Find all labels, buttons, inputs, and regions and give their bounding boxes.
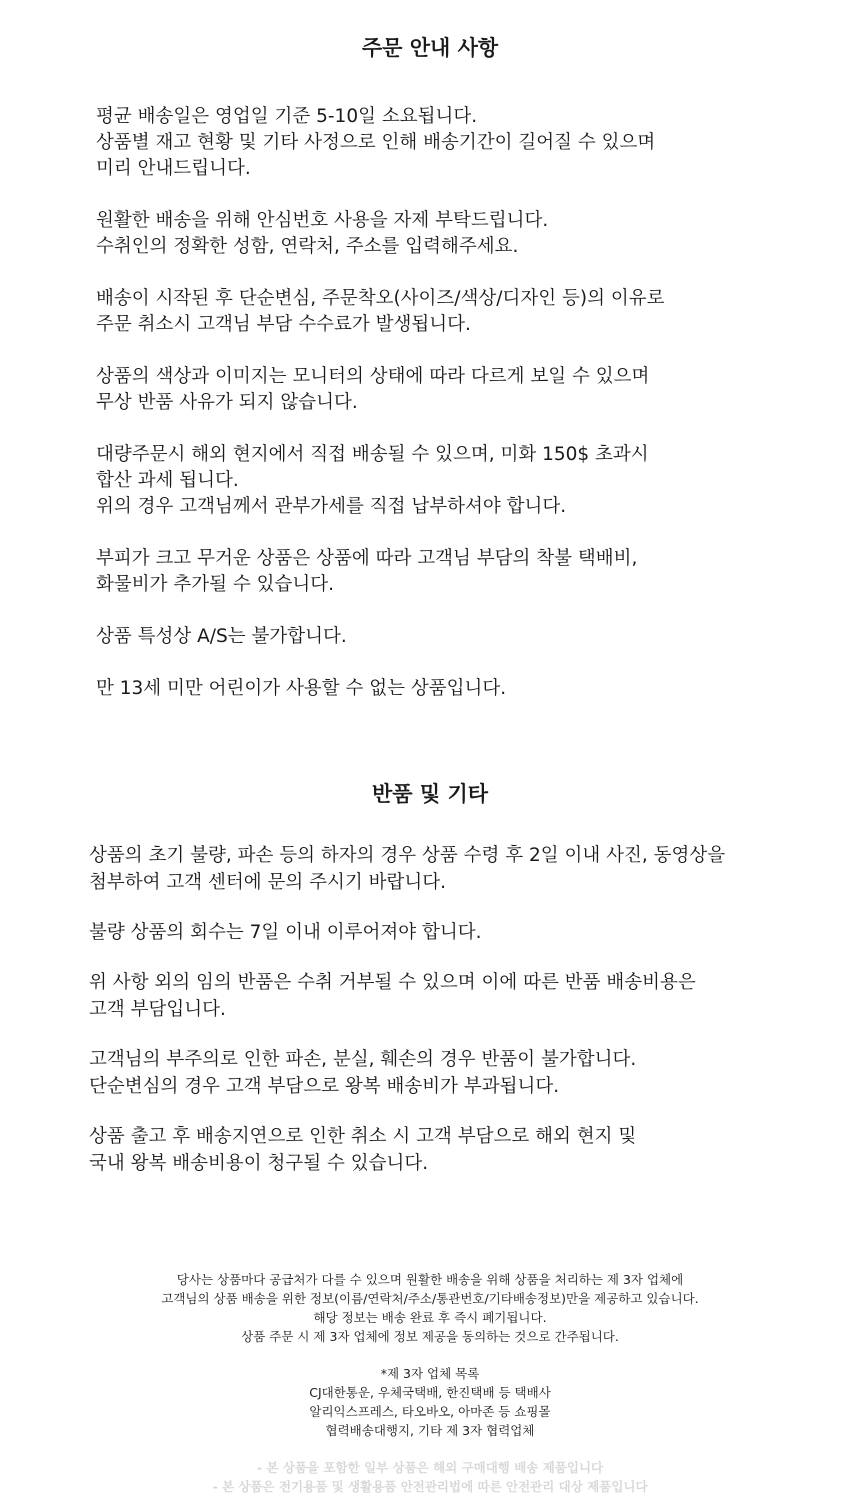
- third-party-list: [0, 1364, 860, 1440]
- notice-line: 화물비가 추가될 수 있습니다.: [96, 574, 334, 595]
- returns-title: 반품 및 기타: [371, 782, 489, 806]
- notice-line: 위 사항 외의 임의 반품은 수취 거부될 수 있으며 이에 따른 반품 배송비용은: [89, 972, 696, 993]
- notice-line: 단순변심의 경우 고객 부담으로 왕복 배송비가 부과됩니다.: [89, 1076, 560, 1097]
- notice-line: 미리 안내드립니다.: [96, 158, 251, 179]
- notice-line: 국내 왕복 배송비용이 청구될 수 있습니다.: [89, 1153, 429, 1174]
- order-notice-color-difference: [96, 364, 836, 416]
- order-notice-no-as: [96, 624, 836, 650]
- notice-line: 평균 배송일은 영업일 기준 5-10일 소요됩니다.: [96, 106, 478, 127]
- footer-line: 알리익스프레스, 타오바오, 아마존 등 쇼핑몰: [309, 1404, 551, 1419]
- notice-line: 고객 부담입니다.: [89, 999, 226, 1020]
- order-notice-safe-number: [96, 208, 836, 260]
- order-notice-age-restriction: [96, 676, 836, 702]
- notice-line: 원활한 배송을 위해 안심번호 사용을 자제 부탁드립니다.: [96, 210, 549, 231]
- notice-line: 상품별 재고 현황 및 기타 사정으로 인해 배송기간이 길어질 수 있으며: [96, 132, 656, 153]
- footer-line: CJ대한통운, 우체국택배, 한진택배 등 택배사: [309, 1385, 551, 1400]
- notice-line: 상품의 초기 불량, 파손 등의 하자의 경우 상품 수령 후 2일 이내 사진, 동영상을: [89, 845, 726, 866]
- return-notice-arbitrary-return: [89, 969, 829, 1023]
- notice-line: 부피가 크고 무거운 상품은 상품에 따라 고객님 부담의 착불 택배비,: [96, 548, 638, 569]
- order-notice-delivery-time: [96, 104, 836, 182]
- notice-line: 고객님의 부주의로 인한 파손, 분실, 훼손의 경우 반품이 불가합니다.: [89, 1049, 637, 1070]
- notice-line: 주문 취소시 고객님 부담 수수료가 발생됩니다.: [96, 314, 471, 335]
- footer-line: 해당 정보는 배송 완료 후 즉시 폐기됩니다.: [313, 1310, 547, 1325]
- disclaimer-line: - 본 상품은 전기용품 및 생활용품 안전관리법에 따른 안전관리 대상 제품입니다: [212, 1479, 648, 1494]
- notice-line: 무상 반품 사유가 되지 않습니다.: [96, 392, 358, 413]
- disclaimers: [0, 1458, 860, 1496]
- footer-line: 고객님의 상품 배송을 위한 정보(이름/연락처/주소/통관번호/기타배송정보)만을 제공하고 있습니다.: [161, 1291, 699, 1306]
- notice-line: 합산 과세 됩니다.: [96, 470, 239, 491]
- footer-line: 상품 주문 시 제 3자 업체에 정보 제공을 동의하는 것으로 간주됩니다.: [241, 1329, 619, 1344]
- notice-line: 첨부하여 고객 센터에 문의 주시기 바랍니다.: [89, 872, 446, 893]
- disclaimer-line: - 본 상품을 포함한 일부 상품은 해외 구매대행 배송 제품입니다: [256, 1460, 604, 1475]
- order-notice-bulky-items: [96, 546, 836, 598]
- notice-line: 만 13세 미만 어린이가 사용할 수 없는 상품입니다.: [96, 678, 507, 699]
- order-info-notices: [96, 104, 836, 728]
- notice-line: 상품 출고 후 배송지연으로 인한 취소 시 고객 부담으로 해외 현지 및: [89, 1126, 637, 1147]
- footer-line: 협력배송대행지, 기타 제 3자 협력업체: [325, 1423, 535, 1438]
- footer-line: 당사는 상품마다 공급처가 다를 수 있으며 원활한 배송을 위해 상품을 처리하는 제 3자 업체에: [176, 1272, 684, 1287]
- footer-line: *제 3자 업체 목록: [380, 1366, 480, 1381]
- return-notice-customer-damage: [89, 1046, 829, 1100]
- notice-line: 배송이 시작된 후 단순변심, 주문착오(사이즈/색상/디자인 등)의 이유로: [96, 288, 665, 309]
- return-notice-defects: [89, 842, 829, 896]
- return-notice-collection: [89, 919, 829, 946]
- notice-line: 대량주문시 해외 현지에서 직접 배송될 수 있으며, 미화 150$ 초과시: [96, 444, 649, 465]
- notice-line: 수취인의 정확한 성함, 연락처, 주소를 입력해주세요.: [96, 236, 519, 257]
- notice-line: 상품 특성상 A/S는 불가합니다.: [96, 626, 347, 647]
- notice-line: 상품의 색상과 이미지는 모니터의 상태에 따라 다르게 보일 수 있으며: [96, 366, 650, 387]
- return-notice-delay-cancellation: [89, 1123, 829, 1177]
- order-notice-bulk-order-tax: [96, 442, 836, 520]
- third-party-notice: [0, 1270, 860, 1346]
- notice-line: 위의 경우 고객님께서 관부가세를 직접 납부하셔야 합니다.: [96, 496, 567, 517]
- order-notice-cancellation-fee: [96, 286, 836, 338]
- notice-line: 불량 상품의 회수는 7일 이내 이루어져야 합니다.: [89, 922, 482, 943]
- order-info-title: 주문 안내 사항: [361, 36, 499, 60]
- returns-notices: [89, 842, 829, 1200]
